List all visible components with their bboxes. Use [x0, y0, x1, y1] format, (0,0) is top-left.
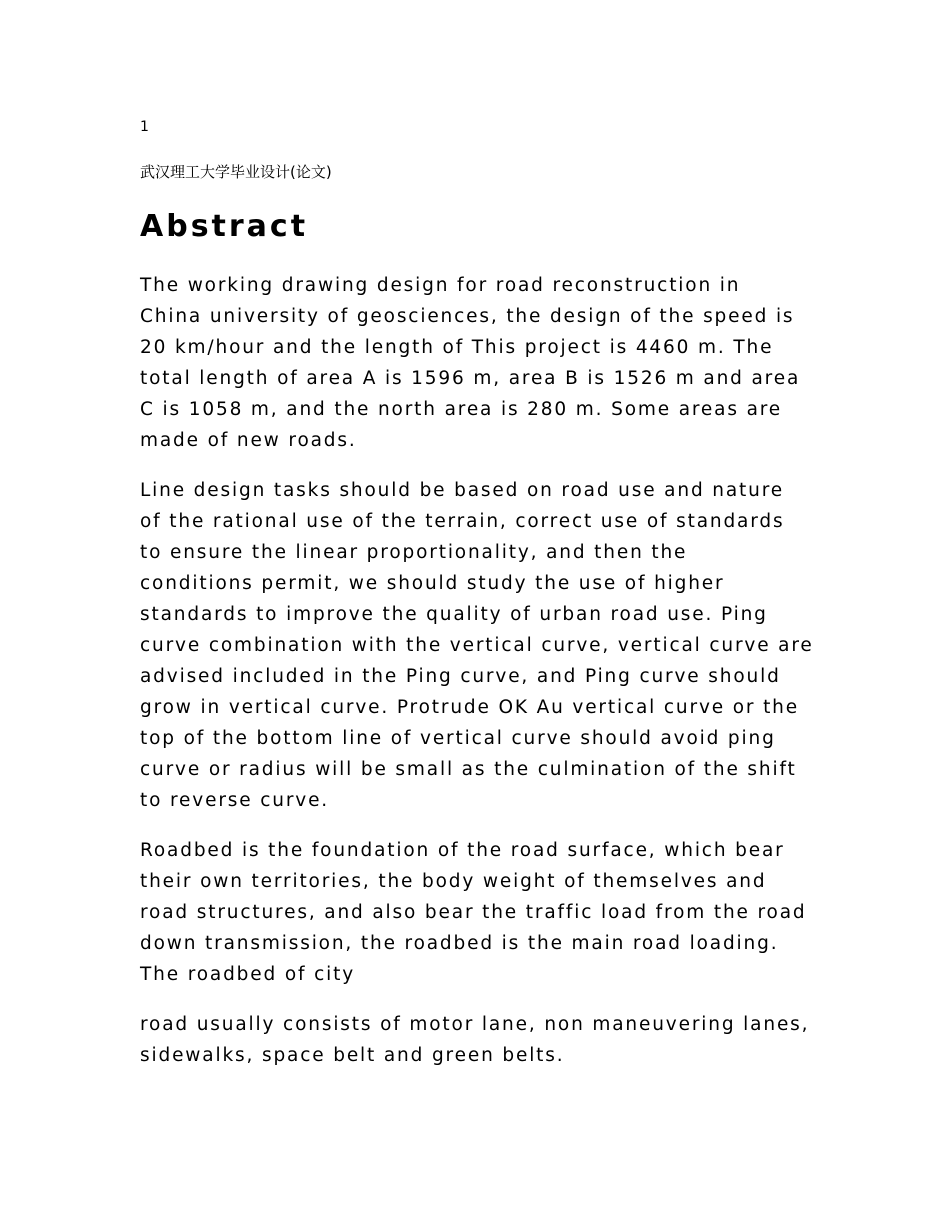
- text-line: 20 km/hour and the length of This project is 4460 m. The: [140, 337, 774, 358]
- text-line: The roadbed of city: [140, 964, 356, 985]
- paragraph-3: [140, 835, 830, 990]
- text-line: of the rational use of the terrain, correct use of standards: [140, 511, 785, 532]
- text-line: road structures, and also bear the traffic load from the road: [140, 902, 807, 923]
- text-line: to reverse curve.: [140, 790, 330, 811]
- text-line: to ensure the linear proportionality, and then the: [140, 542, 688, 563]
- paragraph-2: [140, 475, 830, 816]
- text-line: advised included in the Ping curve, and Ping curve should: [140, 666, 781, 687]
- page-number: 1: [140, 119, 149, 135]
- text-line: conditions permit, we should study the use of higher: [140, 573, 725, 594]
- text-line: road usually consists of motor lane, non maneuvering lanes,: [140, 1014, 810, 1035]
- running-header: 武汉理工大学毕业设计(论文): [140, 163, 332, 181]
- text-line: standards to improve the quality of urban road use. Ping: [140, 604, 768, 625]
- text-line: sidewalks, space belt and green belts.: [140, 1045, 565, 1066]
- text-line: The working drawing design for road reconstruction in: [140, 275, 741, 296]
- text-line: their own territories, the body weight of themselves and: [140, 871, 767, 892]
- text-line: down transmission, the roadbed is the main road loading.: [140, 933, 779, 954]
- section-title: Abstract: [140, 209, 309, 244]
- text-line: curve combination with the vertical curve, vertical curve are: [140, 635, 814, 656]
- paragraph-4: [140, 1009, 830, 1071]
- text-line: China university of geosciences, the design of the speed is: [140, 306, 795, 327]
- text-line: Roadbed is the foundation of the road surface, which bear: [140, 840, 785, 861]
- paragraph-1: [140, 270, 830, 456]
- text-line: Line design tasks should be based on road use and nature: [140, 480, 784, 501]
- text-line: curve or radius will be small as the culmination of the shift: [140, 759, 797, 780]
- text-line: top of the bottom line of vertical curve should avoid ping: [140, 728, 776, 749]
- abstract-body: [140, 270, 830, 1090]
- text-line: C is 1058 m, and the north area is 280 m. Some areas are: [140, 399, 783, 420]
- text-line: total length of area A is 1596 m, area B is 1526 m and area: [140, 368, 801, 389]
- text-line: grow in vertical curve. Protrude OK Au vertical curve or the: [140, 697, 799, 718]
- text-line: made of new roads.: [140, 430, 357, 451]
